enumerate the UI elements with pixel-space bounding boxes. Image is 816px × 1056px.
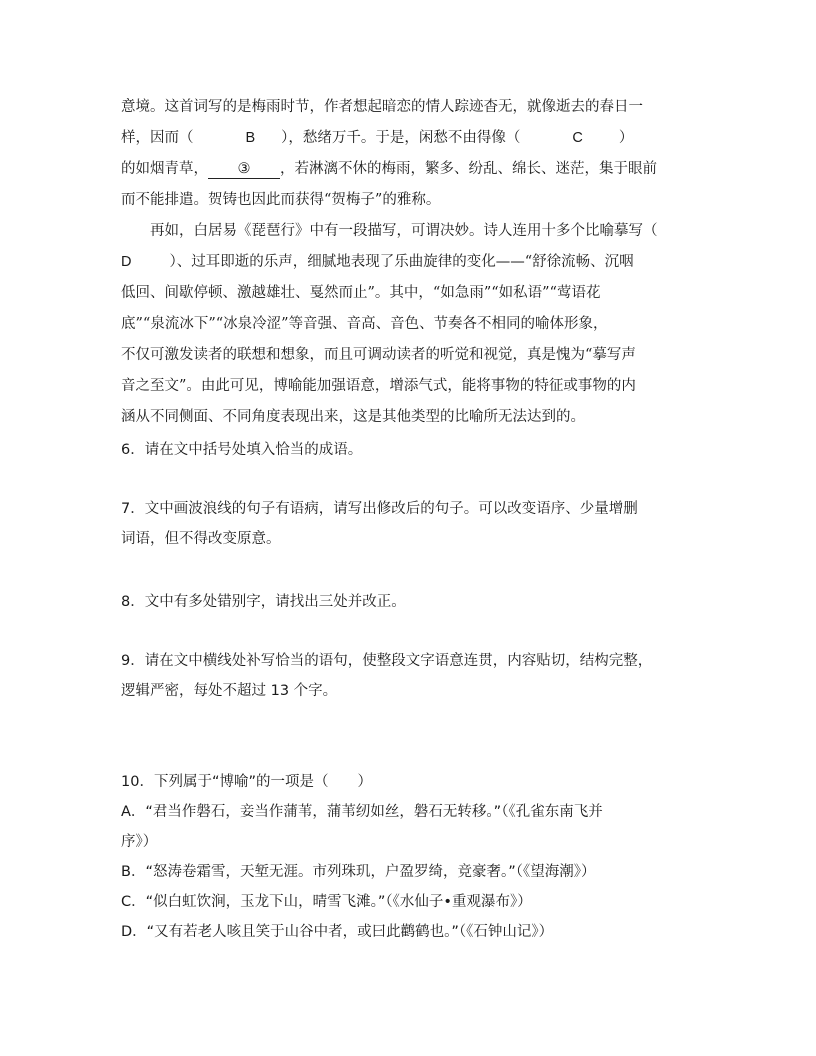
question-text: 8．文中有多处错别字，请找出三处并改正。 (121, 594, 406, 610)
option-c: C．“似白虹饮涧，玉龙下山，晴雪飞滩。”（《水仙子•重观瀑布》） (121, 894, 532, 910)
passage-line: 底”“泉流冰下”“冰泉冷涩”等音强、音高、音色、节奏各不相同的喻体形象， (121, 316, 608, 332)
option-a: A．“君当作磐石，妾当作蒲苇，蒲苇纫如丝，磐石无转移。”（《孔雀东南飞并 (121, 804, 603, 820)
passage-line (121, 154, 699, 185)
passage (121, 92, 699, 433)
option-d: D．“又有若老人咳且笑于山谷中者，或曰此鹳鹤也。”（《石钟山记》） (121, 924, 554, 940)
question-9 (121, 646, 701, 706)
passage-line (121, 123, 699, 154)
question-text: 7．文中画波浪线的句子有语病，请写出修改后的句子。可以改变语序、少量增删 (121, 501, 638, 517)
answer-c: C (572, 130, 583, 146)
passage-line: 低回、间歇停顿、激越雄壮、戛然而止”。其中，“如急雨”“如私语”“莺语花 (121, 285, 601, 301)
passage-line: 音之至文”。由此可见，博喻能加强语意，增添气式，能将事物的特征或事物的内 (121, 378, 636, 394)
text-fragment: ，若淋漓不休的梅雨，繁多、纷乱、绵长、迷茫，集于眼前 (280, 161, 657, 177)
passage-line (121, 247, 699, 278)
question-text: 逻辑严密，每处不超过 13 个字。 (121, 683, 338, 699)
fill-blank-3: ③ (208, 160, 280, 179)
question-8 (121, 587, 701, 617)
passage-line: 而不能排遣。贺铸也因此而获得“贺梅子”的雅称。 (121, 192, 441, 208)
option-a-cont: 序》） (121, 834, 158, 850)
question-7 (121, 494, 701, 554)
question-6 (121, 435, 701, 465)
answer-d: D (121, 254, 132, 270)
text-fragment: ）、过耳即逝的乐声，细腻地表现了乐曲旋律的变化——“舒徐流畅、沉咽 (169, 254, 634, 270)
question-text: 10．下列属于“博喻”的一项是（ ） (121, 774, 372, 790)
question-10 (121, 767, 701, 947)
text-fragment: ），愁绪万千。于是，闲愁不由得像（ (281, 130, 521, 146)
text-fragment: 的如烟青草， (121, 161, 208, 177)
passage-line: 涵从不同侧面、不同角度表现出来，这是其他类型的比喻所无法达到的。 (121, 409, 585, 425)
question-text: 9．请在文中横线处补写恰当的语句，使整段文字语意连贯，内容贴切，结构完整， (121, 653, 653, 669)
passage-line: 意境。这首词写的是梅雨时节，作者想起暗恋的情人踪迹杳无，就像逝去的春日一 (121, 99, 643, 115)
option-b: B．“怒涛卷霜雪，天堑无涯。市列珠玑，户盈罗绮，竞豪奢。”（《望海潮》） (121, 864, 596, 880)
text-fragment: 样，因而（ (121, 130, 194, 146)
passage-line: 再如，白居易《琵琶行》中有一段描写，可谓决妙。诗人连用十多个比喻摹写（ (150, 223, 658, 239)
question-text: 6．请在文中括号处填入恰当的成语。 (121, 442, 363, 458)
text-fragment: ） (618, 130, 634, 146)
question-text: 词语，但不得改变原意。 (121, 531, 281, 547)
passage-line: 不仅可激发读者的联想和想象，而且可调动读者的听觉和视觉，真是愧为“摹写声 (121, 347, 636, 363)
answer-b: B (245, 130, 256, 146)
